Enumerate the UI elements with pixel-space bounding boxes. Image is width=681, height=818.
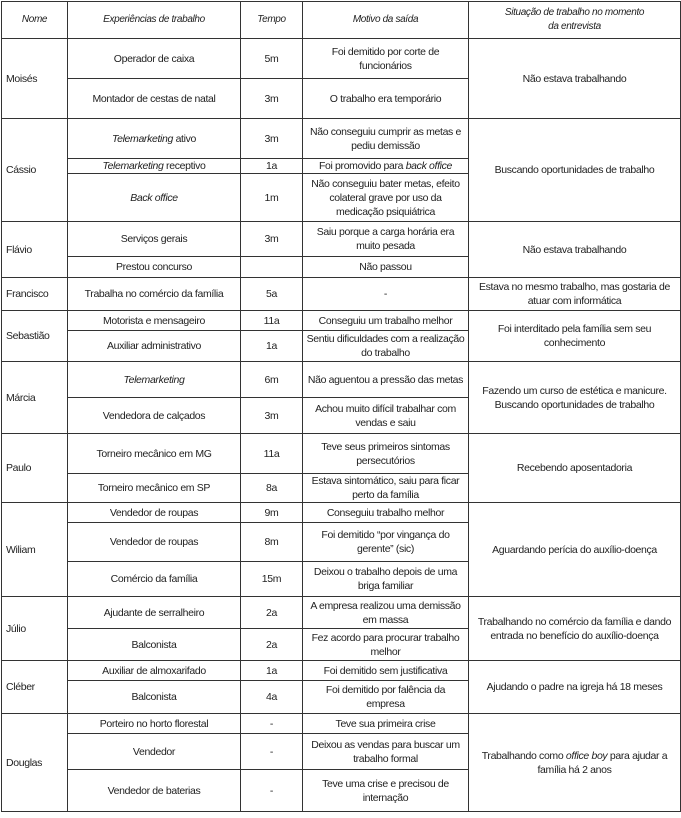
experience-cell-segment: Back office [130,191,178,204]
motivo-cell: Foi demitido sem justificativa [303,661,469,681]
table-row [2,222,681,257]
header-experiencias: Experiências de trabalho [68,2,241,39]
tempo-cell: 1m [241,174,303,222]
experience-cell: Prestou concurso [68,257,241,278]
experience-cell: Motorista e mensageiro [68,311,241,331]
situation-cell: Fazendo um curso de estética e manicure. Buscando oportunidades de trabalho [469,362,681,434]
motivo-cell: Deixou as vendas para buscar um trabalho formal [303,734,469,770]
experience-cell: Vendedor de roupas [68,503,241,523]
table-body [2,39,681,812]
experience-cell: Vendedora de calçados [68,398,241,434]
situation-cell: Buscando oportunidades de trabalho [469,119,681,222]
tempo-cell [241,257,303,278]
person-name: Wiliam [2,503,68,597]
motivo-cell: Não passou [303,257,469,278]
motivo-cell-segment: back office [405,160,453,172]
experience-cell: Torneiro mecânico em MG [68,434,241,474]
experience-cell: Auxiliar administrativo [68,331,241,362]
table-row [2,434,681,474]
situation-cell: Recebendo aposentadoria [469,434,681,503]
motivo-cell: Não conseguiu cumprir as metas e pediu demissão [303,119,469,159]
situation-cell: Não estava trabalhando [469,39,681,119]
tempo-cell: 6m [241,362,303,398]
experience-cell: Auxiliar de almoxarifado [68,661,241,681]
tempo-cell: 1a [241,331,303,362]
tempo-cell: 8a [241,474,303,503]
person-name: Paulo [2,434,68,503]
header-nome: Nome [2,2,68,39]
experience-cell: Vendedor de baterias [68,770,241,812]
experience-cell [68,159,241,174]
table-row [2,597,681,629]
person-name: Moisés [2,39,68,119]
situation-cell: Foi interditado pela família sem seu conhecimento [469,311,681,362]
table-row [2,661,681,681]
tempo-cell: 2a [241,597,303,629]
situation-cell: Não estava trabalhando [469,222,681,278]
experience-cell: Serviços gerais [68,222,241,257]
header-row [2,2,681,39]
tempo-cell: - [241,714,303,734]
experience-cell: Comércio da família [68,562,241,597]
experience-cell [68,119,241,159]
experience-cell: Balconista [68,681,241,714]
experience-cell [68,174,241,222]
motivo-cell: Fez acordo para procurar trabalho melhor [303,629,469,661]
motivo-cell: Saiu porque a carga horária era muito pesada [303,222,469,257]
tempo-cell: - [241,734,303,770]
motivo-cell: Sentiu dificuldades com a realização do trabalho [303,331,469,362]
motivo-cell: A empresa realizou uma demissão em massa [303,597,469,629]
tempo-cell: 3m [241,222,303,257]
experience-cell-segment: ativo [173,132,196,145]
tempo-cell: 11a [241,311,303,331]
experience-cell: Trabalha no comércio da família [68,278,241,311]
motivo-cell: Não conseguiu bater metas, efeito colateral grave por uso da medicação psiquiátrica [303,174,469,222]
experience-cell: Operador de caixa [68,39,241,79]
motivo-cell: Foi demitido por corte de funcionários [303,39,469,79]
header-motivo: Motivo da saída [303,2,469,39]
person-name: Sebastião [2,311,68,362]
tempo-cell: 11a [241,434,303,474]
tempo-cell: 2a [241,629,303,661]
experience-cell-segment: Telemarketing [102,160,164,172]
situation-cell: Aguardando perícia do auxílio-doença [469,503,681,597]
motivo-cell: Foi demitido “por vingança do gerente” (sic) [303,523,469,562]
person-name: Júlio [2,597,68,661]
situation-cell-segment: para ajudar a família há 2 anos [537,749,668,776]
situation-cell-segment: office boy [565,749,608,762]
tempo-cell: 5a [241,278,303,311]
situation-cell [469,714,681,812]
motivo-cell: Não aguentou a pressão das metas [303,362,469,398]
table-row [2,311,681,331]
table-row [2,119,681,159]
experience-cell: Vendedor [68,734,241,770]
motivo-cell: Deixou o trabalho depois de uma briga familiar [303,562,469,597]
person-name: Cássio [2,119,68,222]
tempo-cell: 4a [241,681,303,714]
tempo-cell: 3m [241,79,303,119]
tempo-cell: 8m [241,523,303,562]
tempo-cell: 9m [241,503,303,523]
experience-cell: Balconista [68,629,241,661]
experience-cell-segment: Telemarketing [111,132,173,145]
person-name: Douglas [2,714,68,812]
experience-cell [68,362,241,398]
person-name: Francisco [2,278,68,311]
motivo-cell: Teve sua primeira crise [303,714,469,734]
experience-cell-segment: receptivo [163,160,206,172]
motivo-cell: Teve seus primeiros sintomas persecutórios [303,434,469,474]
table-row [2,362,681,398]
motivo-cell: Achou muito difícil trabalhar com vendas e saiu [303,398,469,434]
tempo-cell: 3m [241,398,303,434]
experience-cell: Vendedor de roupas [68,523,241,562]
person-name: Márcia [2,362,68,434]
situation-cell-segment: Trabalhando como [481,749,566,762]
motivo-cell: Foi demitido por falência da empresa [303,681,469,714]
table-row [2,503,681,523]
motivo-cell-segment: Foi promovido para [318,160,406,172]
tempo-cell: 15m [241,562,303,597]
header-situacao [469,2,681,39]
tempo-cell: - [241,770,303,812]
tempo-cell: 1a [241,159,303,174]
experience-cell: Porteiro no horto florestal [68,714,241,734]
header-situacao-text: Situação de trabalho no momento da entrevista [504,7,645,32]
tempo-cell: 3m [241,119,303,159]
experience-cell: Torneiro mecânico em SP [68,474,241,503]
motivo-cell: O trabalho era temporário [303,79,469,119]
experience-cell: Montador de cestas de natal [68,79,241,119]
motivo-cell: Conseguiu um trabalho melhor [303,311,469,331]
motivo-cell: - [303,278,469,311]
situation-cell: Trabalhando no comércio da família e dando entrada no benefício do auxílio-doença [469,597,681,661]
situation-cell: Ajudando o padre na igreja há 18 meses [469,661,681,714]
header-tempo: Tempo [241,2,303,39]
person-name: Cléber [2,661,68,714]
experience-cell: Ajudante de serralheiro [68,597,241,629]
motivo-cell: Teve uma crise e precisou de internação [303,770,469,812]
motivo-cell: Conseguiu trabalho melhor [303,503,469,523]
person-name: Flávio [2,222,68,278]
tempo-cell: 5m [241,39,303,79]
motivo-cell: Estava sintomático, saiu para ficar perto da família [303,474,469,503]
table-row [2,714,681,734]
motivo-cell [303,159,469,174]
table-row [2,278,681,311]
tempo-cell: 1a [241,661,303,681]
experience-cell-segment: Telemarketing [123,373,185,386]
interview-table [1,1,681,812]
situation-cell: Estava no mesmo trabalho, mas gostaria de atuar com informática [469,278,681,311]
table-row [2,39,681,79]
